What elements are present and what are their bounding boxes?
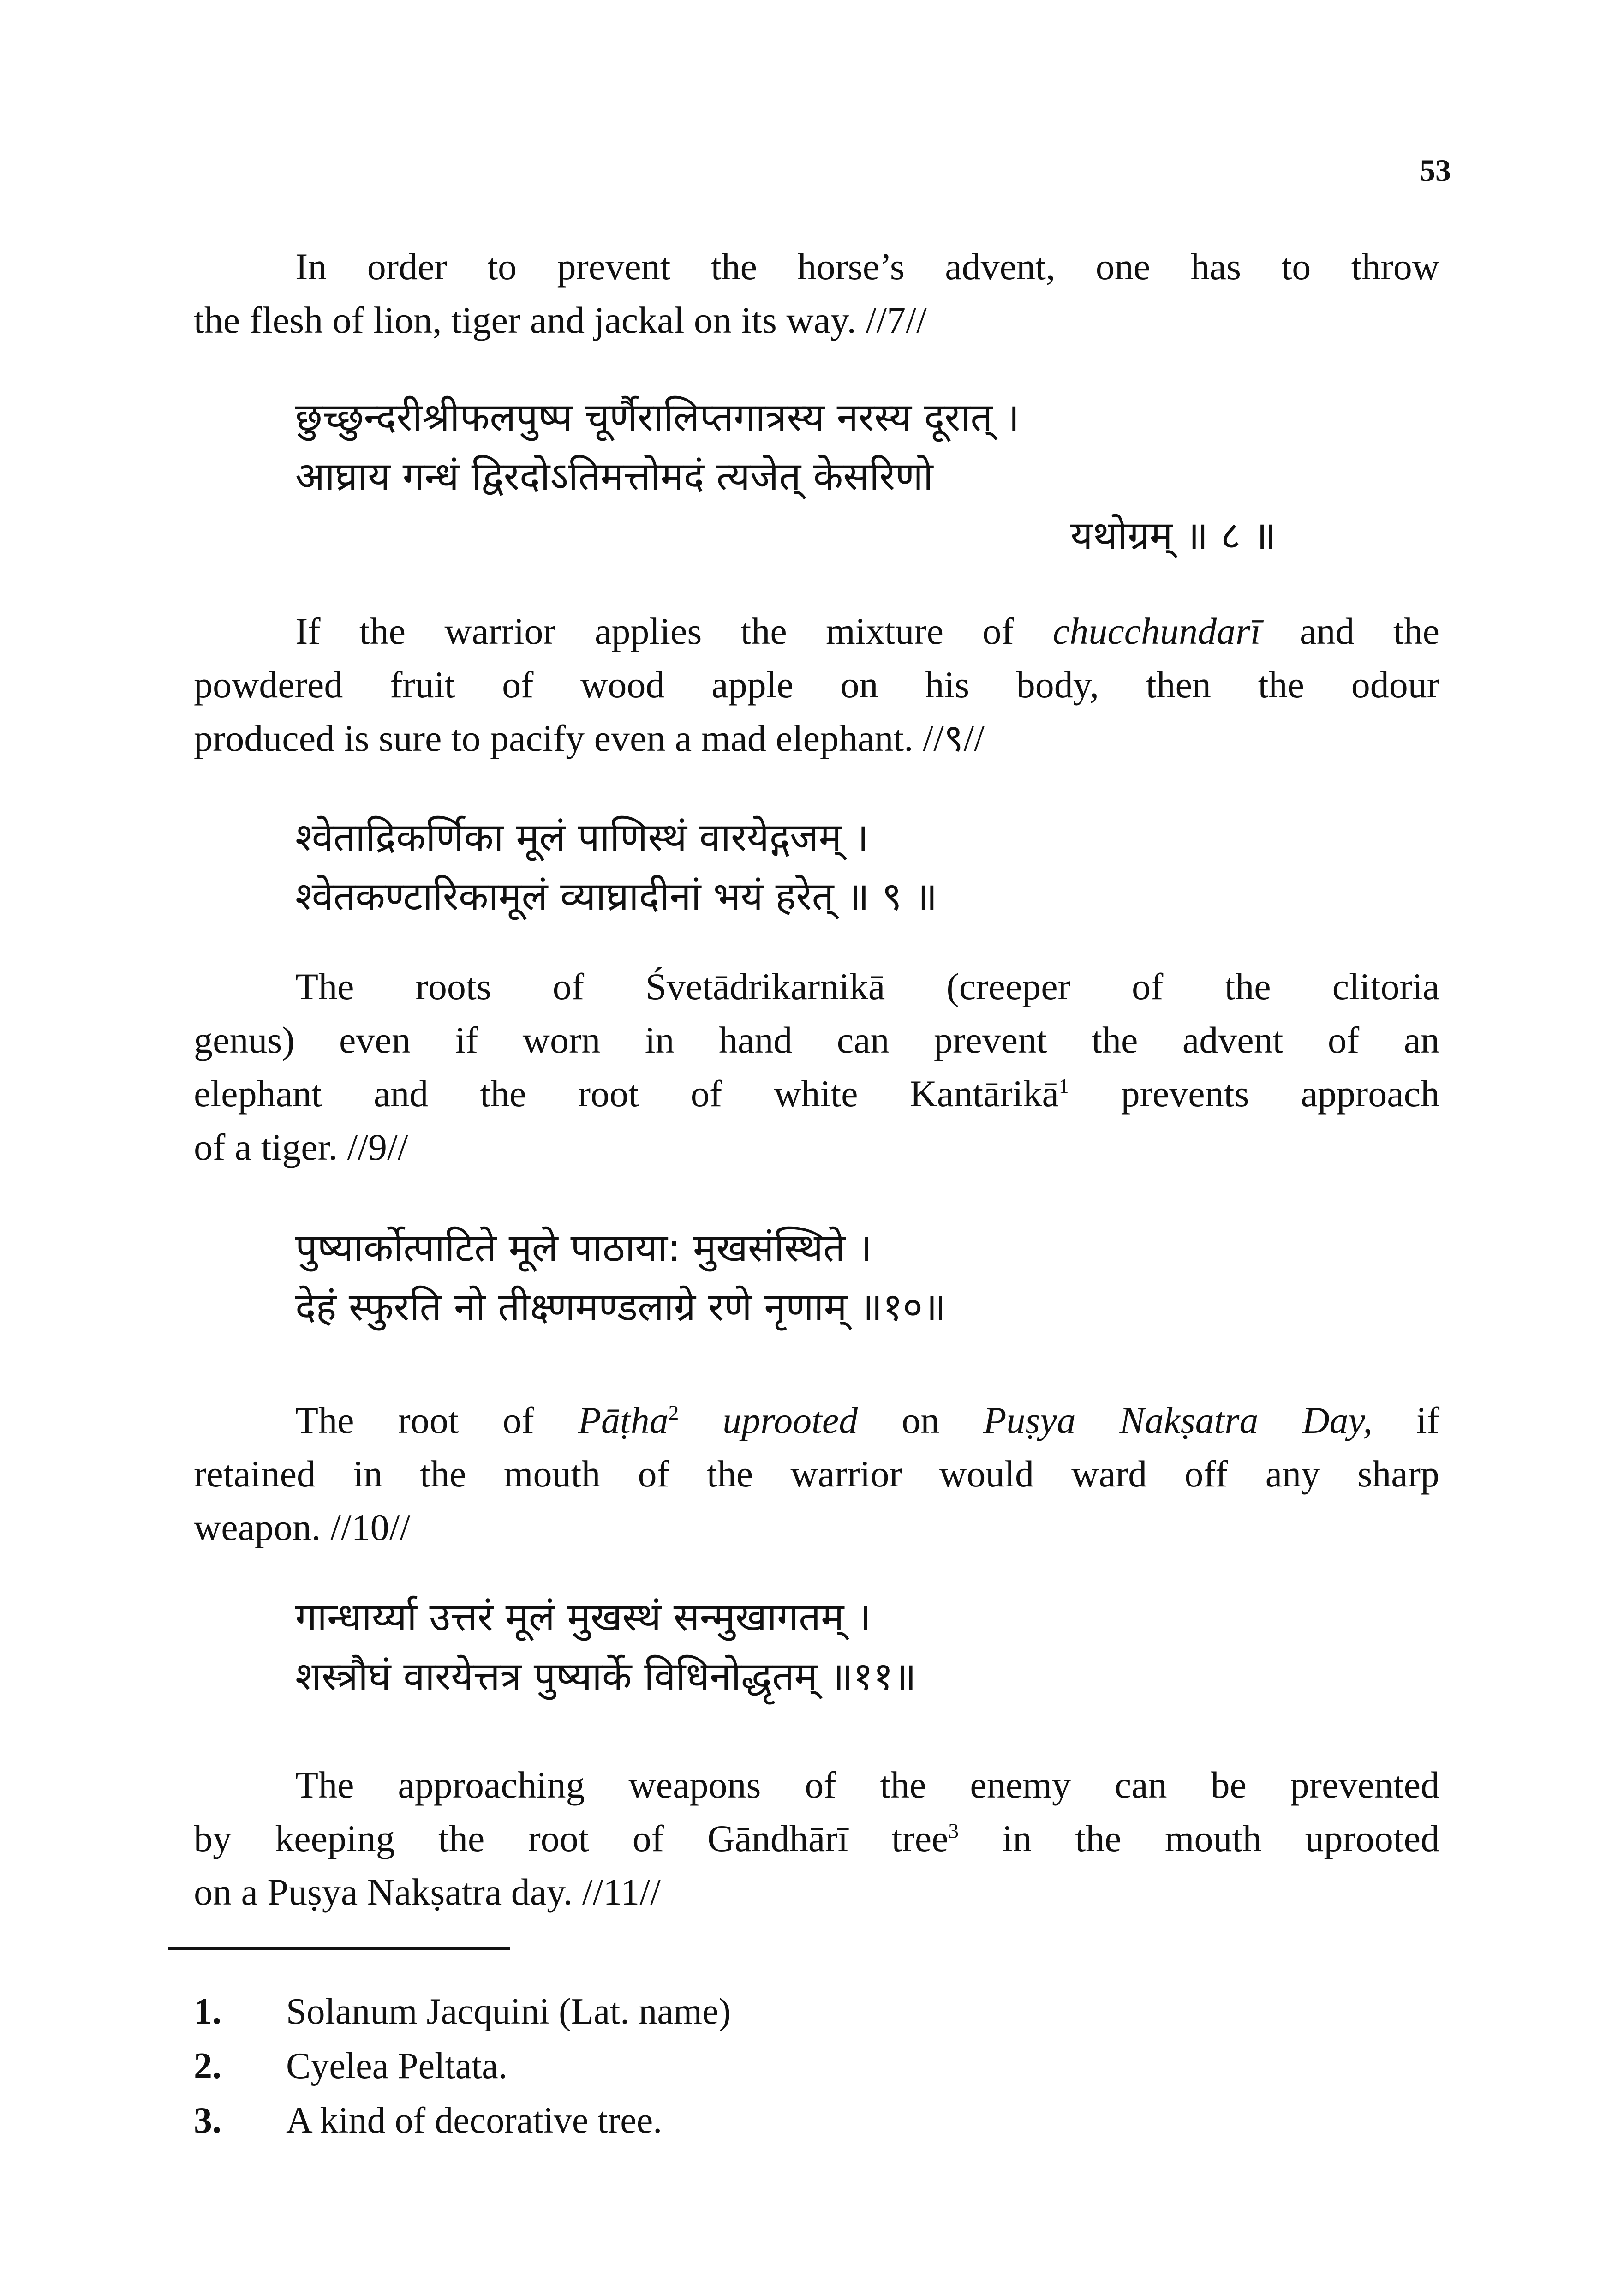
text-line: The approaching weapons of the enemy can be prevented bbox=[295, 1764, 1439, 1806]
verse-line: छुच्छुन्दरीश्रीफलपुष्प चूर्णैरालिप्तगात्रस्य नरस्य दूरात् । bbox=[295, 395, 1020, 440]
verse-line: गान्धार्य्या उत्तरं मूलं मुखस्थं सन्मुखागतम् । bbox=[295, 1594, 871, 1640]
sanskrit-verse-8 bbox=[295, 388, 1403, 565]
translation-verse-11 bbox=[194, 1758, 1439, 1919]
text-line: on a Puṣya Nakṣatra day. //11// bbox=[194, 1871, 661, 1913]
footnote-text: Cyelea Peltata. bbox=[286, 2046, 508, 2086]
text-line: If the warrior applies the mixture of chucchundarī and the bbox=[295, 610, 1440, 652]
sanskrit-verse-11 bbox=[295, 1588, 1403, 1706]
translation-verse-10 bbox=[194, 1394, 1439, 1554]
translation-verse-7 bbox=[194, 240, 1439, 347]
translation-verse-9 bbox=[194, 960, 1439, 1174]
text-line: elephant and the root of white Kantārikā$^1$ prevents approach bbox=[194, 1073, 1439, 1115]
translation-verse-8 bbox=[194, 605, 1439, 765]
verse-line: यथोग्रम् ॥ ८ ॥ bbox=[1070, 513, 1277, 558]
text-line: by keeping the root of Gāndhārī tree$^3$ in the mouth uprooted bbox=[194, 1817, 1439, 1859]
text-line: genus) even if worn in hand can prevent the advent of an bbox=[194, 1019, 1439, 1061]
text-line: weapon. //10// bbox=[194, 1506, 411, 1548]
verse-line: देहं स्फुरति नो तीक्ष्णमण्डलाग्रे रणे नृणाम् ॥१०॥ bbox=[295, 1284, 946, 1330]
footnote-number: 3. bbox=[194, 2100, 221, 2141]
footnote-divider bbox=[168, 1947, 510, 1950]
footnote-text: Solanum Jacquini (Lat. name) bbox=[286, 1991, 731, 2032]
text-line: the flesh of lion, tiger and jackal on its way. //7// bbox=[194, 299, 927, 341]
text-line: The root of Pāṭha$^2$ uprooted on Puṣya Nakṣatra Day, if bbox=[295, 1399, 1439, 1441]
text-line: of a tiger. //9// bbox=[194, 1126, 408, 1168]
footnote-text: A kind of decorative tree. bbox=[286, 2100, 663, 2141]
footnotes bbox=[194, 1984, 1393, 2148]
verse-line: श्वेतकण्टारिकामूलं व्याघ्रादीनां भयं हरेत् ॥ ९ ॥ bbox=[295, 874, 937, 919]
footnote bbox=[194, 2093, 1393, 2148]
sanskrit-verse-10 bbox=[295, 1218, 1403, 1336]
verse-line: आघ्राय गन्धं द्विरदोऽतिमत्तोमदं त्यजेत् केसरिणो bbox=[295, 454, 933, 499]
verse-line: श्वेताद्रिकर्णिका मूलं पाणिस्थं वारयेद्गजम् । bbox=[295, 815, 869, 860]
footnote-ref-1: 1 bbox=[1058, 1074, 1069, 1098]
footnote-ref-2: 2 bbox=[668, 1401, 679, 1425]
verse-line: पुष्यार्कोत्पाटिते मूले पाठाया: मुखसंस्थिते । bbox=[295, 1225, 872, 1270]
footnote-number: 2. bbox=[194, 2046, 221, 2086]
text-line: powdered fruit of wood apple on his body, then the odour bbox=[194, 664, 1439, 706]
footnote bbox=[194, 2039, 1393, 2093]
footnote-number: 1. bbox=[194, 1991, 221, 2032]
text-line: In order to prevent the horse’s advent, one has to throw bbox=[295, 246, 1439, 288]
page-number: 53 bbox=[1420, 153, 1451, 188]
text-line: retained in the mouth of the warrior would ward off any sharp bbox=[194, 1453, 1439, 1495]
sanskrit-verse-9 bbox=[295, 808, 1403, 926]
verse-line: शस्त्रौघं वारयेत्तत्र पुष्यार्के विधिनोद्धृतम् ॥११॥ bbox=[295, 1654, 917, 1699]
footnote bbox=[194, 1984, 1393, 2039]
text-line: produced is sure to pacify even a mad elephant. //९// bbox=[194, 717, 985, 759]
text-line: The roots of Śvetādrikarnikā (creeper of the clitoria bbox=[295, 965, 1439, 1007]
footnote-ref-3: 3 bbox=[948, 1819, 959, 1843]
